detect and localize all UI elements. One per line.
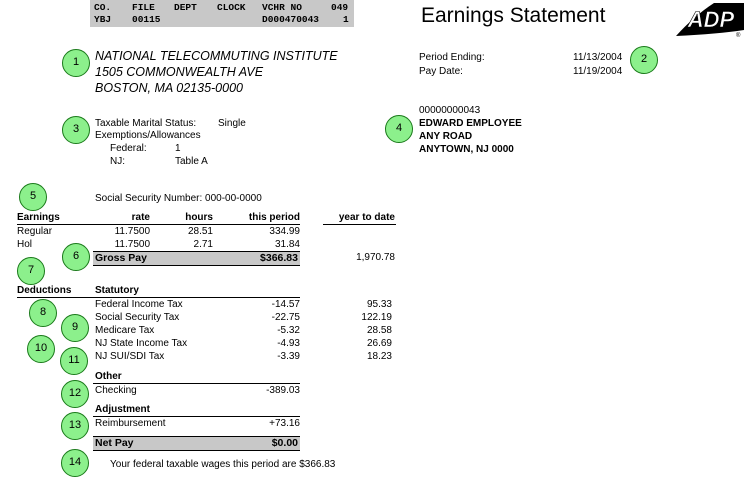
- deduction-amount: -22.75: [271, 312, 300, 323]
- company-name: NATIONAL TELECOMMUTING INSTITUTE: [95, 49, 338, 63]
- deduction-label: Medicare Tax: [95, 325, 155, 336]
- gross-pay-label: Gross Pay: [95, 252, 147, 264]
- marital-status-value: Single: [218, 118, 246, 129]
- callout-badge: 5: [19, 183, 47, 211]
- logo-text: ADP: [687, 7, 735, 32]
- adjustment-amount: +73.16: [269, 418, 300, 429]
- callout-badge: 13: [61, 412, 89, 440]
- nj-exemption-label: NJ:: [110, 156, 125, 167]
- callout-badge: 9: [61, 314, 89, 342]
- period-ending-value: 11/13/2004: [573, 52, 623, 63]
- other-rule: [93, 383, 300, 384]
- earning-rate: 11.7500: [114, 239, 150, 250]
- deduction-ytd: 18.23: [366, 351, 392, 362]
- callout-badge: 14: [61, 449, 89, 477]
- deduction-amount: -4.93: [277, 338, 300, 349]
- deductions-rule: [17, 297, 300, 298]
- deduction-ytd: 95.33: [366, 299, 392, 310]
- earning-label: Hol: [17, 239, 33, 250]
- earning-rate: 11.7500: [114, 226, 150, 237]
- deductions-heading: Deductions: [17, 285, 72, 296]
- employee-name: EDWARD EMPLOYEE: [419, 118, 522, 129]
- pay-date-label: Pay Date:: [419, 66, 463, 77]
- callout-badge: 3: [62, 116, 90, 144]
- callout-badge: 8: [29, 299, 57, 327]
- callout-badge: 12: [61, 380, 89, 408]
- header-col-dept: DEPT: [174, 2, 197, 13]
- callout-badge: 2: [630, 46, 658, 74]
- earning-label: Regular: [17, 226, 53, 237]
- employee-street: ANY ROAD: [419, 131, 473, 142]
- deduction-amount: -3.39: [277, 351, 300, 362]
- deduction-amount: -389.03: [266, 385, 300, 396]
- deduction-amount: -5.32: [277, 325, 300, 336]
- deduction-ytd: 28.58: [366, 325, 392, 336]
- other-heading: Other: [95, 371, 122, 382]
- earning-hours: 28.51: [187, 226, 213, 237]
- ytd-header-rule: [323, 224, 396, 225]
- header-val-file: 00115: [132, 14, 161, 25]
- employee-id: 00000000043: [419, 105, 481, 116]
- deduction-ytd: 122.19: [361, 312, 392, 323]
- federal-exemption-label: Federal:: [110, 143, 147, 154]
- net-pay-amount: $0.00: [271, 437, 298, 449]
- federal-taxable-note: Your federal taxable wages this period are $366.83: [110, 459, 336, 470]
- adjustment-heading: Adjustment: [95, 404, 150, 415]
- deduction-label: Social Security Tax: [95, 312, 180, 323]
- net-pay-label: Net Pay: [95, 437, 134, 449]
- nj-exemption-value: Table A: [175, 156, 208, 167]
- statutory-heading: Statutory: [95, 285, 139, 296]
- callout-badge: 11: [60, 347, 88, 375]
- callout-badge: 6: [62, 243, 90, 271]
- deduction-label: NJ State Income Tax: [95, 338, 188, 349]
- federal-exemption-value: 1: [175, 143, 181, 154]
- rate-heading: rate: [131, 212, 150, 223]
- company-address-2: BOSTON, MA 02135-0000: [95, 81, 243, 95]
- exemptions-label: Exemptions/Allowances: [95, 130, 201, 141]
- this-period-heading: this period: [248, 212, 300, 223]
- header-val-co: YBJ: [94, 14, 112, 25]
- pay-date-value: 11/19/2004: [573, 66, 623, 77]
- earnings-header-rule: [17, 224, 300, 225]
- gross-pay-amount: $366.83: [260, 252, 298, 264]
- employee-city: ANYTOWN, NJ 0000: [419, 144, 514, 155]
- deduction-label: Federal Income Tax: [95, 299, 183, 310]
- earning-amount: 334.99: [269, 226, 300, 237]
- callout-badge: 1: [62, 49, 90, 77]
- adp-logo: [674, 0, 746, 40]
- gross-pay-ytd: 1,970.78: [356, 252, 395, 263]
- marital-status-label: Taxable Marital Status:: [95, 118, 197, 129]
- ytd-heading: year to date: [338, 212, 395, 223]
- earning-hours: 2.71: [193, 239, 213, 250]
- header-val-vchr: D000470043: [262, 14, 320, 25]
- header-val-049: 1: [343, 14, 349, 25]
- header-col-049: 049: [331, 2, 349, 13]
- period-ending-label: Period Ending:: [419, 52, 485, 63]
- earnings-heading: Earnings: [17, 212, 60, 223]
- callout-badge: 4: [385, 115, 413, 143]
- header-col-vchr: VCHR NO: [262, 2, 302, 13]
- header-col-file: FILE: [132, 2, 155, 13]
- logo-registered-mark: ®: [736, 33, 741, 39]
- deduction-label: NJ SUI/SDI Tax: [95, 351, 165, 362]
- page-title: Earnings Statement: [421, 4, 606, 27]
- deduction-ytd: 26.69: [366, 338, 392, 349]
- deduction-amount: -14.57: [271, 299, 300, 310]
- company-address-1: 1505 COMMONWEALTH AVE: [95, 65, 264, 79]
- earning-amount: 31.84: [274, 239, 300, 250]
- header-col-clock: CLOCK: [217, 2, 246, 13]
- ssn: Social Security Number: 000-00-0000: [95, 193, 262, 204]
- hours-heading: hours: [185, 212, 213, 223]
- deduction-label: Checking: [95, 385, 137, 396]
- header-col-co: CO.: [94, 2, 112, 13]
- callout-badge: 10: [27, 335, 55, 363]
- adjustment-rule: [93, 416, 300, 417]
- adjustment-label: Reimbursement: [95, 418, 166, 429]
- callout-badge: 7: [17, 257, 45, 285]
